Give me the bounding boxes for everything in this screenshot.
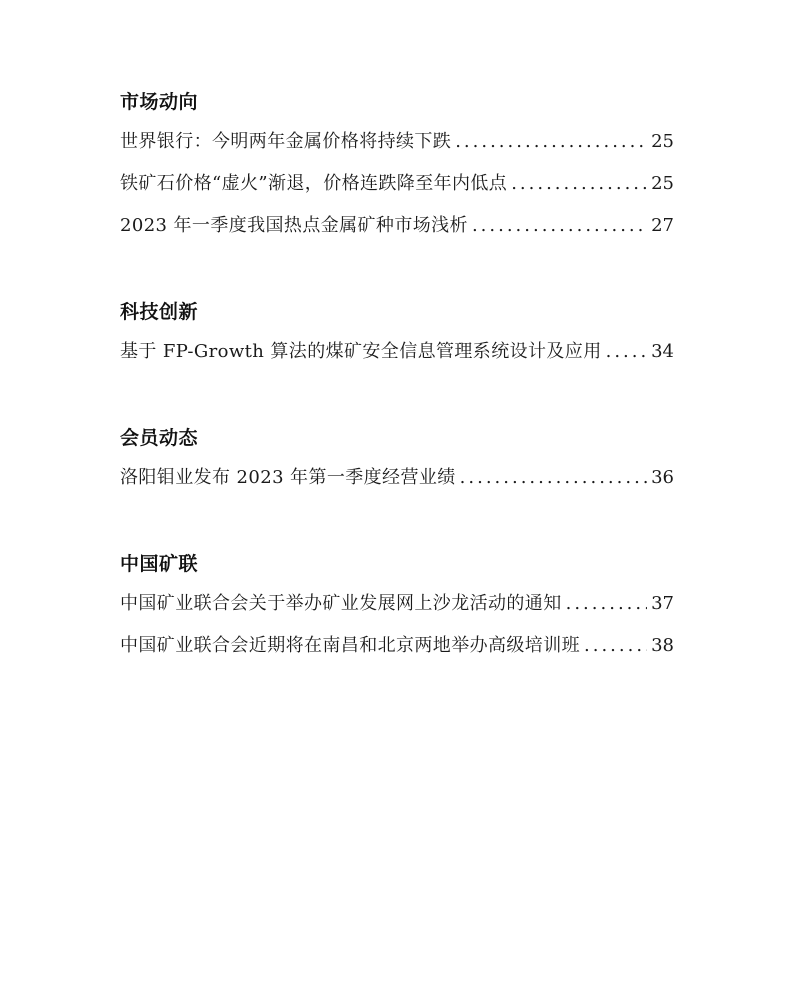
toc-entry-title: 世界银行：今明两年金属价格将持续下跌 xyxy=(120,131,452,152)
dot-leader xyxy=(606,338,648,366)
toc-section-technology xyxy=(120,298,674,380)
toc-entry-title: 基于 FP-Growth 算法的煤矿安全信息管理系统设计及应用 xyxy=(120,341,602,362)
section-heading: 科技创新 xyxy=(120,301,199,323)
toc-entry-title: 2023 年一季度我国热点金属矿种市场浅析 xyxy=(120,215,468,236)
toc-entry-page: 36 xyxy=(651,467,674,488)
toc-entry[interactable] xyxy=(120,212,674,254)
section-heading: 会员动态 xyxy=(120,427,199,449)
dot-leader xyxy=(455,128,647,156)
toc-entry[interactable] xyxy=(120,464,674,506)
toc-entry-page: 34 xyxy=(651,341,674,362)
toc-entry-page: 27 xyxy=(651,215,674,236)
section-heading: 市场动向 xyxy=(120,91,199,113)
toc-section-members xyxy=(120,424,674,506)
toc-entry-title: 铁矿石价格“虚火”渐退，价格连跌降至年内低点 xyxy=(120,173,508,194)
toc-entry[interactable] xyxy=(120,128,674,170)
toc-entry-page: 25 xyxy=(651,131,674,152)
toc-entry[interactable] xyxy=(120,170,674,212)
toc-entry-title: 中国矿业联合会近期将在南昌和北京两地举办高级培训班 xyxy=(120,635,580,656)
toc-entry[interactable] xyxy=(120,590,674,632)
dot-leader xyxy=(460,464,647,492)
toc-entry-page: 25 xyxy=(651,173,674,194)
toc-entry-title: 洛阳钼业发布 2023 年第一季度经营业绩 xyxy=(120,467,456,488)
table-of-contents xyxy=(120,88,674,674)
dot-leader xyxy=(511,170,647,198)
toc-section-china-mining xyxy=(120,550,674,674)
section-heading: 中国矿联 xyxy=(120,553,199,575)
toc-section-market xyxy=(120,88,674,254)
toc-entry-title: 中国矿业联合会关于举办矿业发展网上沙龙活动的通知 xyxy=(120,593,562,614)
dot-leader xyxy=(566,590,647,618)
toc-entry-page: 38 xyxy=(651,635,674,656)
dot-leader xyxy=(584,632,647,660)
dot-leader xyxy=(472,212,647,240)
toc-entry[interactable] xyxy=(120,632,674,674)
toc-entry[interactable] xyxy=(120,338,674,380)
toc-entry-page: 37 xyxy=(651,593,674,614)
